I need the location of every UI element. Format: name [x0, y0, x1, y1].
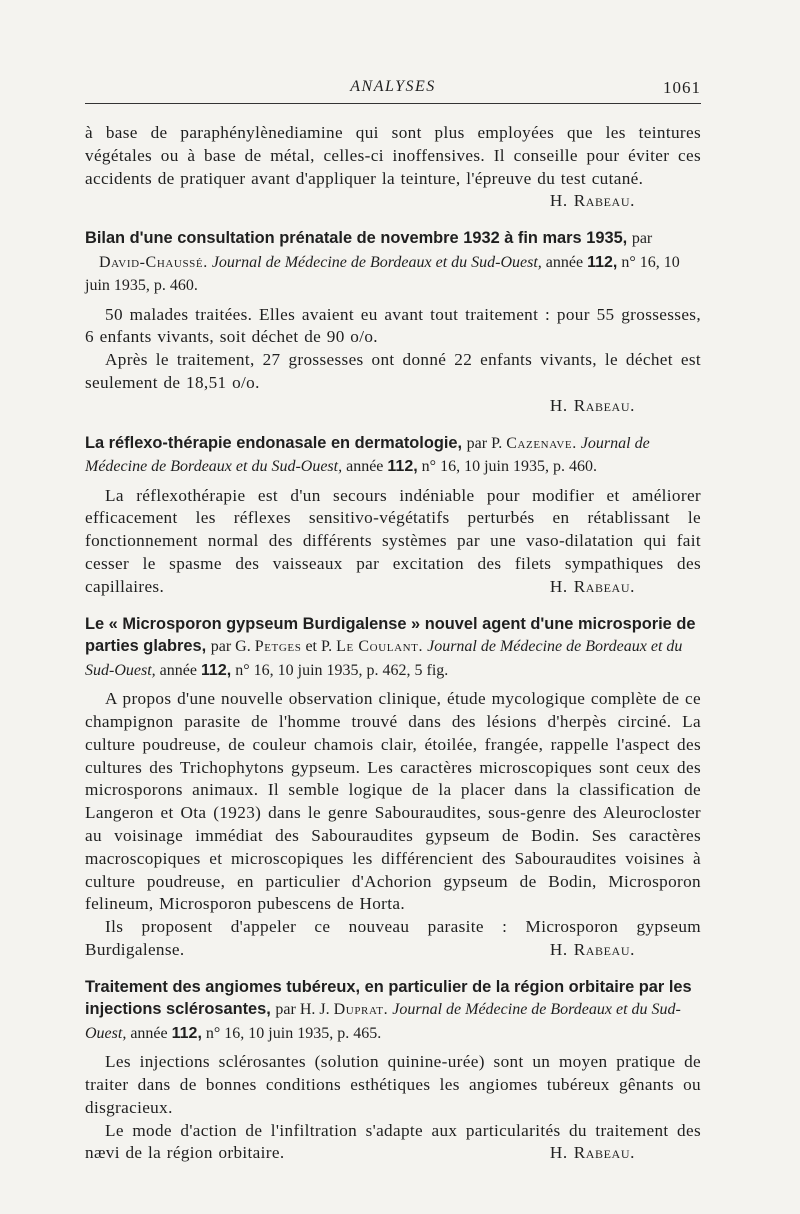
article-4-journal: Journal de Médecine de Bordeaux et du Sud-Ouest, — [85, 1001, 681, 1042]
article-1-journal: Journal de Médecine de Bordeaux et du Sud-Ouest, — [211, 253, 542, 271]
article-1-p1: 50 malades traitées. Elles avaient eu avant tout traitement : pour 55 grossesses, 6 enfants vivants, soit déchet de 90 o/o. — [85, 304, 701, 347]
article-1-annee: année — [545, 253, 584, 271]
article-1-p2: Après le traitement, 27 grossesses ont donné 22 enfants vivants, le déchet est seulement de 18,51 o/o. — [85, 350, 701, 393]
article-4-annee: année — [130, 1024, 168, 1042]
article-2-journal: Journal de Médecine de Bordeaux et du Sud-Ouest, — [85, 434, 650, 476]
article-3-volume: 112, — [200, 661, 232, 679]
article-2-p1: La réflexothérapie est d'un secours indéniable pour modifier et améliorer efficacement les réflexes sensitivo-végétatifs perturbés en rétablissant le fonctionnement normal des différents systèmes par une vaso-dilatation qui fait cesser le spasme des vaisseaux par excitation des filets sympathiques des capillaires. H. Rabeau. — [85, 485, 701, 599]
article-1-author: David-Chaussé. — [99, 253, 208, 271]
article-2-volume: 112, — [387, 458, 418, 476]
article-4-author: Duprat. — [333, 1001, 389, 1019]
article-1-signature: H. Rabeau. — [549, 395, 635, 415]
article-3-annee: année — [159, 661, 197, 679]
article-3-author-2: Le Coulant. — [336, 638, 424, 656]
article-3-title: Le « Microsporon gypseum Burdigalense » nouvel agent d'une microsporie de parties glabres, — [85, 614, 696, 656]
article-3-et: et P. — [305, 638, 333, 656]
intro-signature: H. Rabeau. — [549, 191, 635, 211]
article-4-volume: 112, — [171, 1024, 202, 1042]
page-body — [85, 122, 701, 1165]
article-2-author: Cazenave. — [506, 434, 577, 452]
article-3-signature: H. Rabeau. — [549, 939, 635, 959]
article-3-details: n° 16, 10 juin 1935, p. 462, 5 fig. — [235, 661, 449, 679]
intro-paragraph — [85, 122, 701, 211]
article-4-heading — [85, 976, 701, 1046]
article-4-p1: Les injections sclérosantes (solution quinine-urée) sont un moyen pratique de traiter dans de bonnes conditions esthétiques les angiomes tubéreux gênants ou disgracieux. — [85, 1052, 701, 1117]
article-4-par: par H. J. — [275, 1001, 330, 1019]
article-2-details: n° 16, 10 juin 1935, p. 460. — [421, 458, 597, 476]
article-4-title: Traitement des angiomes tubéreux, en particulier de la région orbitaire par les injections sclérosantes, — [85, 977, 692, 1019]
article-2-heading — [85, 432, 701, 479]
article-2-title: La réflexo-thérapie endonasale en dermatologie, — [85, 433, 463, 452]
running-head — [85, 78, 701, 102]
article-3-heading — [85, 613, 701, 683]
page-number: 1061 — [663, 78, 701, 97]
article-3-p1: A propos d'une nouvelle observation clinique, étude mycologique complète de ce champignon parasite de l'homme trouvé dans des lésions d'herpès circiné. La culture poudreuse, de couleur chamois clair, étoilée, frangée, rappelle l'aspect des cultures des Trichophytons gypseum. Les caractères microscopiques sont ceux des microsporons animaux. Il semble logique de la placer dans la classification de Langeron et Ota (1923) dans le genre Sabouraudites, sous-genre des Aleurocloster au voisinage immédiat des Sabouraudites gypseum de Bodin. Ses caractères macroscopiques et microscopiques les différencient des Sabouraudites voisines à culture poudreuse, en particulier d'Achorion gypseum de Bodin, Microsporon felineum, Microsporon pubescens de Horta. — [85, 689, 701, 914]
article-1-heading — [85, 227, 701, 298]
article-4-details: n° 16, 10 juin 1935, p. 465. — [205, 1024, 382, 1042]
article-3-par: par G. — [210, 638, 251, 656]
article-3-p2: Ils proposent d'appeler ce nouveau parasite : Microsporon gypseum Burdigalense. H. Rabeau. — [85, 916, 701, 962]
article-1-volume: 112, — [587, 253, 618, 271]
article-1-details: n° 16, 10 juin 1935, p. 460. — [85, 253, 680, 295]
article-3-author-1: Petges — [254, 638, 302, 656]
article-1-title: Bilan d'une consultation prénatale de novembre 1932 à fin mars 1935, — [85, 229, 628, 248]
article-2-annee: année — [346, 458, 384, 476]
article-2-signature: H. Rabeau. — [549, 576, 635, 596]
running-title: ANALYSES — [350, 78, 436, 95]
article-3-journal: Journal de Médecine de Bordeaux et du Sud-Ouest, — [85, 638, 683, 679]
header-rule — [85, 103, 701, 104]
article-4-p2: Le mode d'action de l'infiltration s'adapte aux particularités du traitement des nævi de la région orbitaire. H. Rabeau. — [85, 1120, 701, 1166]
article-2-par: par P. — [466, 434, 503, 452]
intro-text: à base de paraphénylènediamine qui sont plus employées que les teintures végétales ou à base de métal, celles-ci inoffensives. Il conseille pour éviter ces accidents de pratiquer avant d'appliquer la teinture, l'épreuve du test cutané. — [85, 123, 701, 188]
article-1-par: par — [631, 230, 653, 248]
article-4-signature: H. Rabeau. — [549, 1143, 635, 1163]
